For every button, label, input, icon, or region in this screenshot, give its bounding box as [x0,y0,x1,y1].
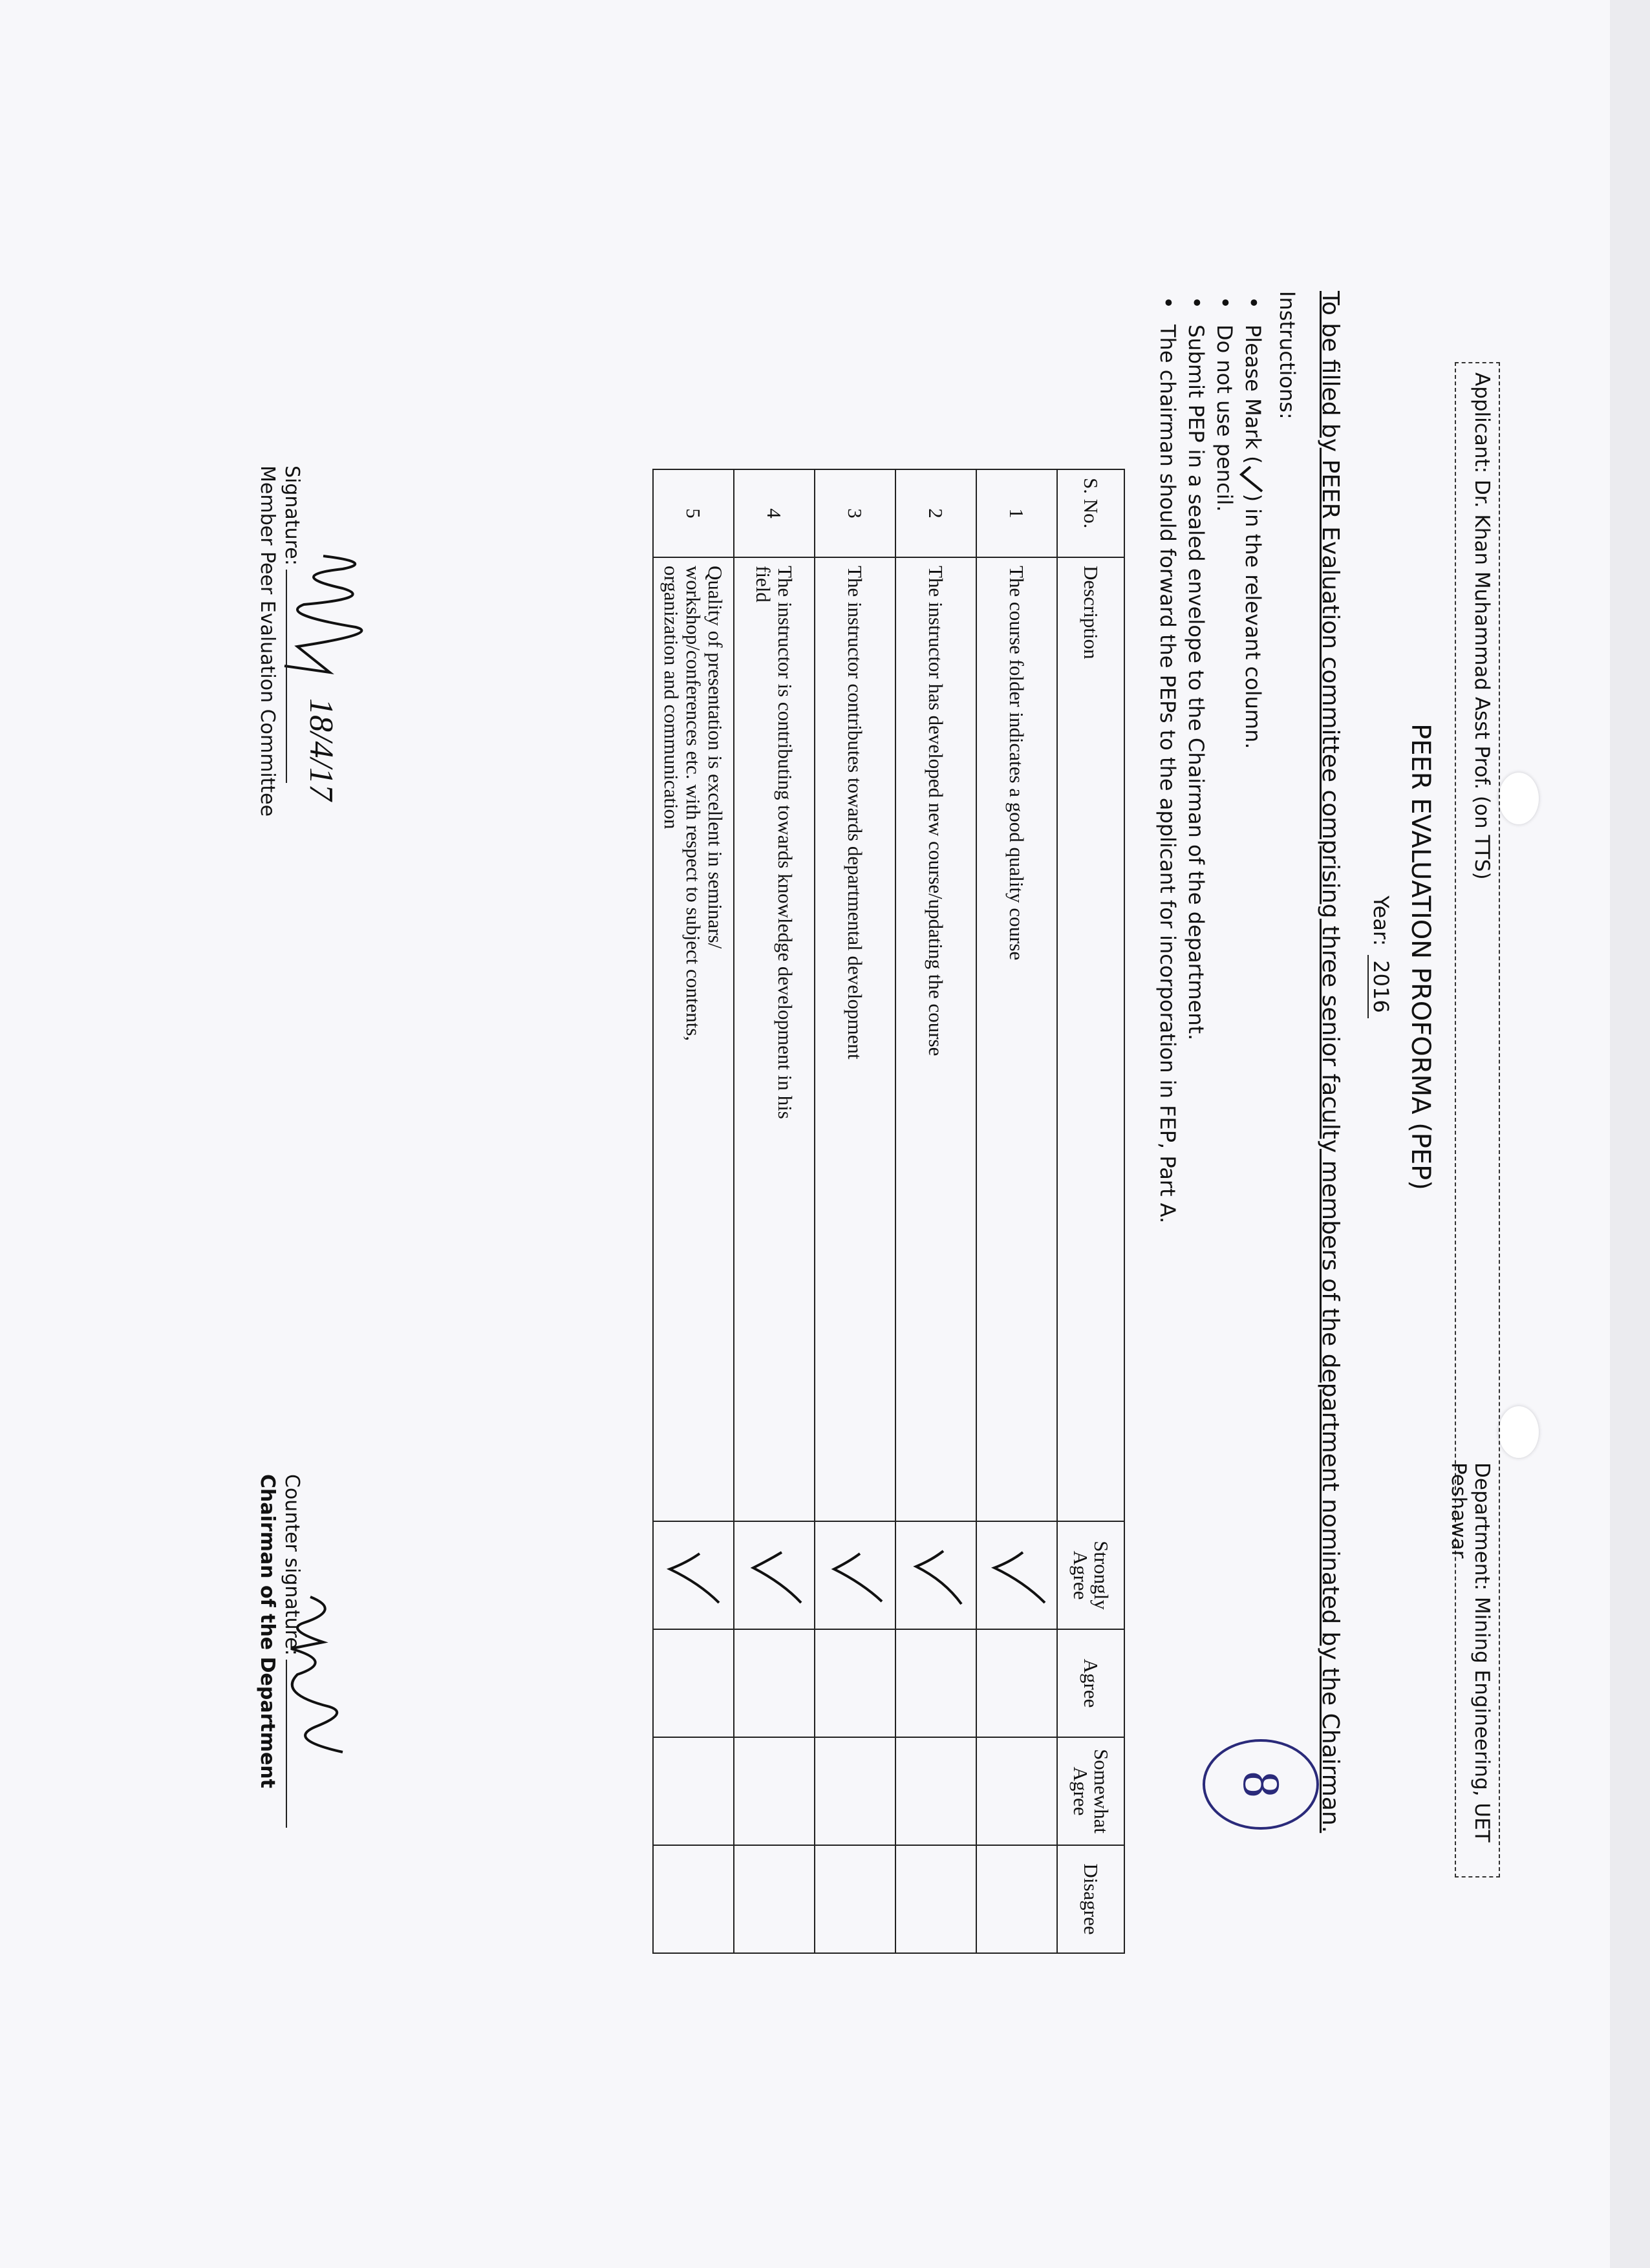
header-somewhat-agree [1057,1737,1124,1845]
signature-block [255,465,304,817]
evaluation-table [652,469,1125,1954]
row-description [653,557,734,1521]
instruction-item: • Submit PEP in a sealed envelope to the Chairman of the department. [1182,291,1210,1223]
header-strongly-agree [1057,1521,1124,1629]
counter-signature-label: Counter signature: [281,1474,303,1656]
counter-signature-role: Chairman of the Department [256,1474,279,1789]
row-sno: 1 [976,469,1057,557]
cell-disagree[interactable] [976,1845,1057,1953]
checkmark-icon [746,1545,808,1607]
header-strongly-agree-line1: Strongly [1090,1541,1113,1610]
header-strongly-agree-line2: Agree [1069,1550,1092,1600]
table-row [976,469,1057,1953]
cell-strongly-agree[interactable] [734,1521,815,1629]
cell-disagree[interactable] [653,1845,734,1953]
checkmark-icon [989,1545,1051,1607]
row-description [734,557,815,1521]
page-title: PEER EVALUATION PROFORMA (PEP) [1406,723,1435,1190]
scanner-edge [1610,0,1650,2268]
row-sno: 2 [895,469,976,557]
committee-note: To be filled by PEER Evaluation committee comprising three senior faculty members of the department nominated by the Chairman. [1317,291,1344,1834]
header-sno: S. No. [1057,469,1124,557]
instructions-title: Instructions: [1275,291,1300,420]
row-description: The instructor has developed new course/updating the course [895,557,976,1521]
signature-underline [286,570,287,783]
counter-signature-line [279,1474,304,1828]
cell-agree[interactable] [976,1629,1057,1737]
year-label: Year: [1369,895,1393,947]
row-description-line: field [752,566,775,603]
table-row [895,469,976,1953]
cell-somewhat-agree[interactable] [734,1737,815,1845]
row-description-line: The instructor is contributing towards knowledge development in his [774,566,797,1119]
cell-disagree[interactable] [895,1845,976,1953]
signature-role: Member Peer Evaluation Committee [256,465,279,817]
row-description-line: organization and communication [660,566,683,829]
year-value: 2016 [1367,955,1393,1018]
page-number-circle [1196,1733,1325,1836]
row-sno: 4 [734,469,815,557]
instruction-item [1239,291,1267,1223]
checkmark-icon [665,1545,727,1607]
applicant-label: Applicant: Dr. Khan Muhammad Asst Prof. (on TTS) [1470,372,1494,880]
row-description: The course folder indicates a good quality course [976,557,1057,1521]
cell-agree[interactable] [734,1629,815,1737]
rotated-form [226,278,1519,1972]
instruction-item: • Do not use pencil. [1210,291,1239,1223]
table-header-row [1057,469,1124,1953]
handwritten-date: 18/4/17 [303,698,339,801]
header-somewhat-agree-line1: Somewhat [1090,1749,1113,1834]
instructions-list [1153,291,1267,1223]
department-label: Department: Mining Engineering, UET Peshawar [1447,1462,1494,1843]
header-box [1447,362,1500,1878]
row-description-line: Quality of presentation is excellent in seminars/ [704,566,727,949]
cell-somewhat-agree[interactable] [653,1737,734,1845]
table-row [815,469,895,1953]
cell-strongly-agree[interactable] [895,1521,976,1629]
checkmark-icon [1239,464,1265,494]
header-description: Description [1057,557,1124,1521]
instruction-item: • The chairman should forward the PEPs to the applicant for incorporation in FEP, Part A. [1153,291,1182,1223]
cell-agree[interactable] [815,1629,895,1737]
header-disagree: Disagree [1057,1845,1124,1953]
counter-signature-block [255,1474,304,1828]
table-row [734,469,815,1953]
counter-signature-underline [286,1660,287,1828]
row-description: The instructor contributes towards departmental development [815,557,895,1521]
cell-agree[interactable] [895,1629,976,1737]
cell-strongly-agree[interactable] [976,1521,1057,1629]
page-number: 8 [1232,1771,1291,1798]
cell-agree[interactable] [653,1629,734,1737]
table-row [653,469,734,1953]
signature-label: Signature: [281,465,303,566]
header-somewhat-agree-line2: Agree [1069,1766,1092,1816]
cell-strongly-agree[interactable] [815,1521,895,1629]
cell-disagree[interactable] [734,1845,815,1953]
cell-somewhat-agree[interactable] [976,1737,1057,1845]
cell-disagree[interactable] [815,1845,895,1953]
cell-strongly-agree[interactable] [653,1521,734,1629]
instruction-text-after: ) in the relevant column. [1241,493,1265,749]
row-description-line: workshop/conferences etc. with respect to subject contents, [682,566,705,1042]
cell-somewhat-agree[interactable] [895,1737,976,1845]
checkmark-icon [908,1545,970,1607]
checkmark-icon [827,1545,889,1607]
instruction-text-before: Please Mark ( [1241,325,1265,464]
signature-line [279,465,304,817]
year-line [1367,278,1393,1636]
header-agree: Agree [1057,1629,1124,1737]
row-sno: 3 [815,469,895,557]
cell-somewhat-agree[interactable] [815,1737,895,1845]
row-sno: 5 [653,469,734,557]
